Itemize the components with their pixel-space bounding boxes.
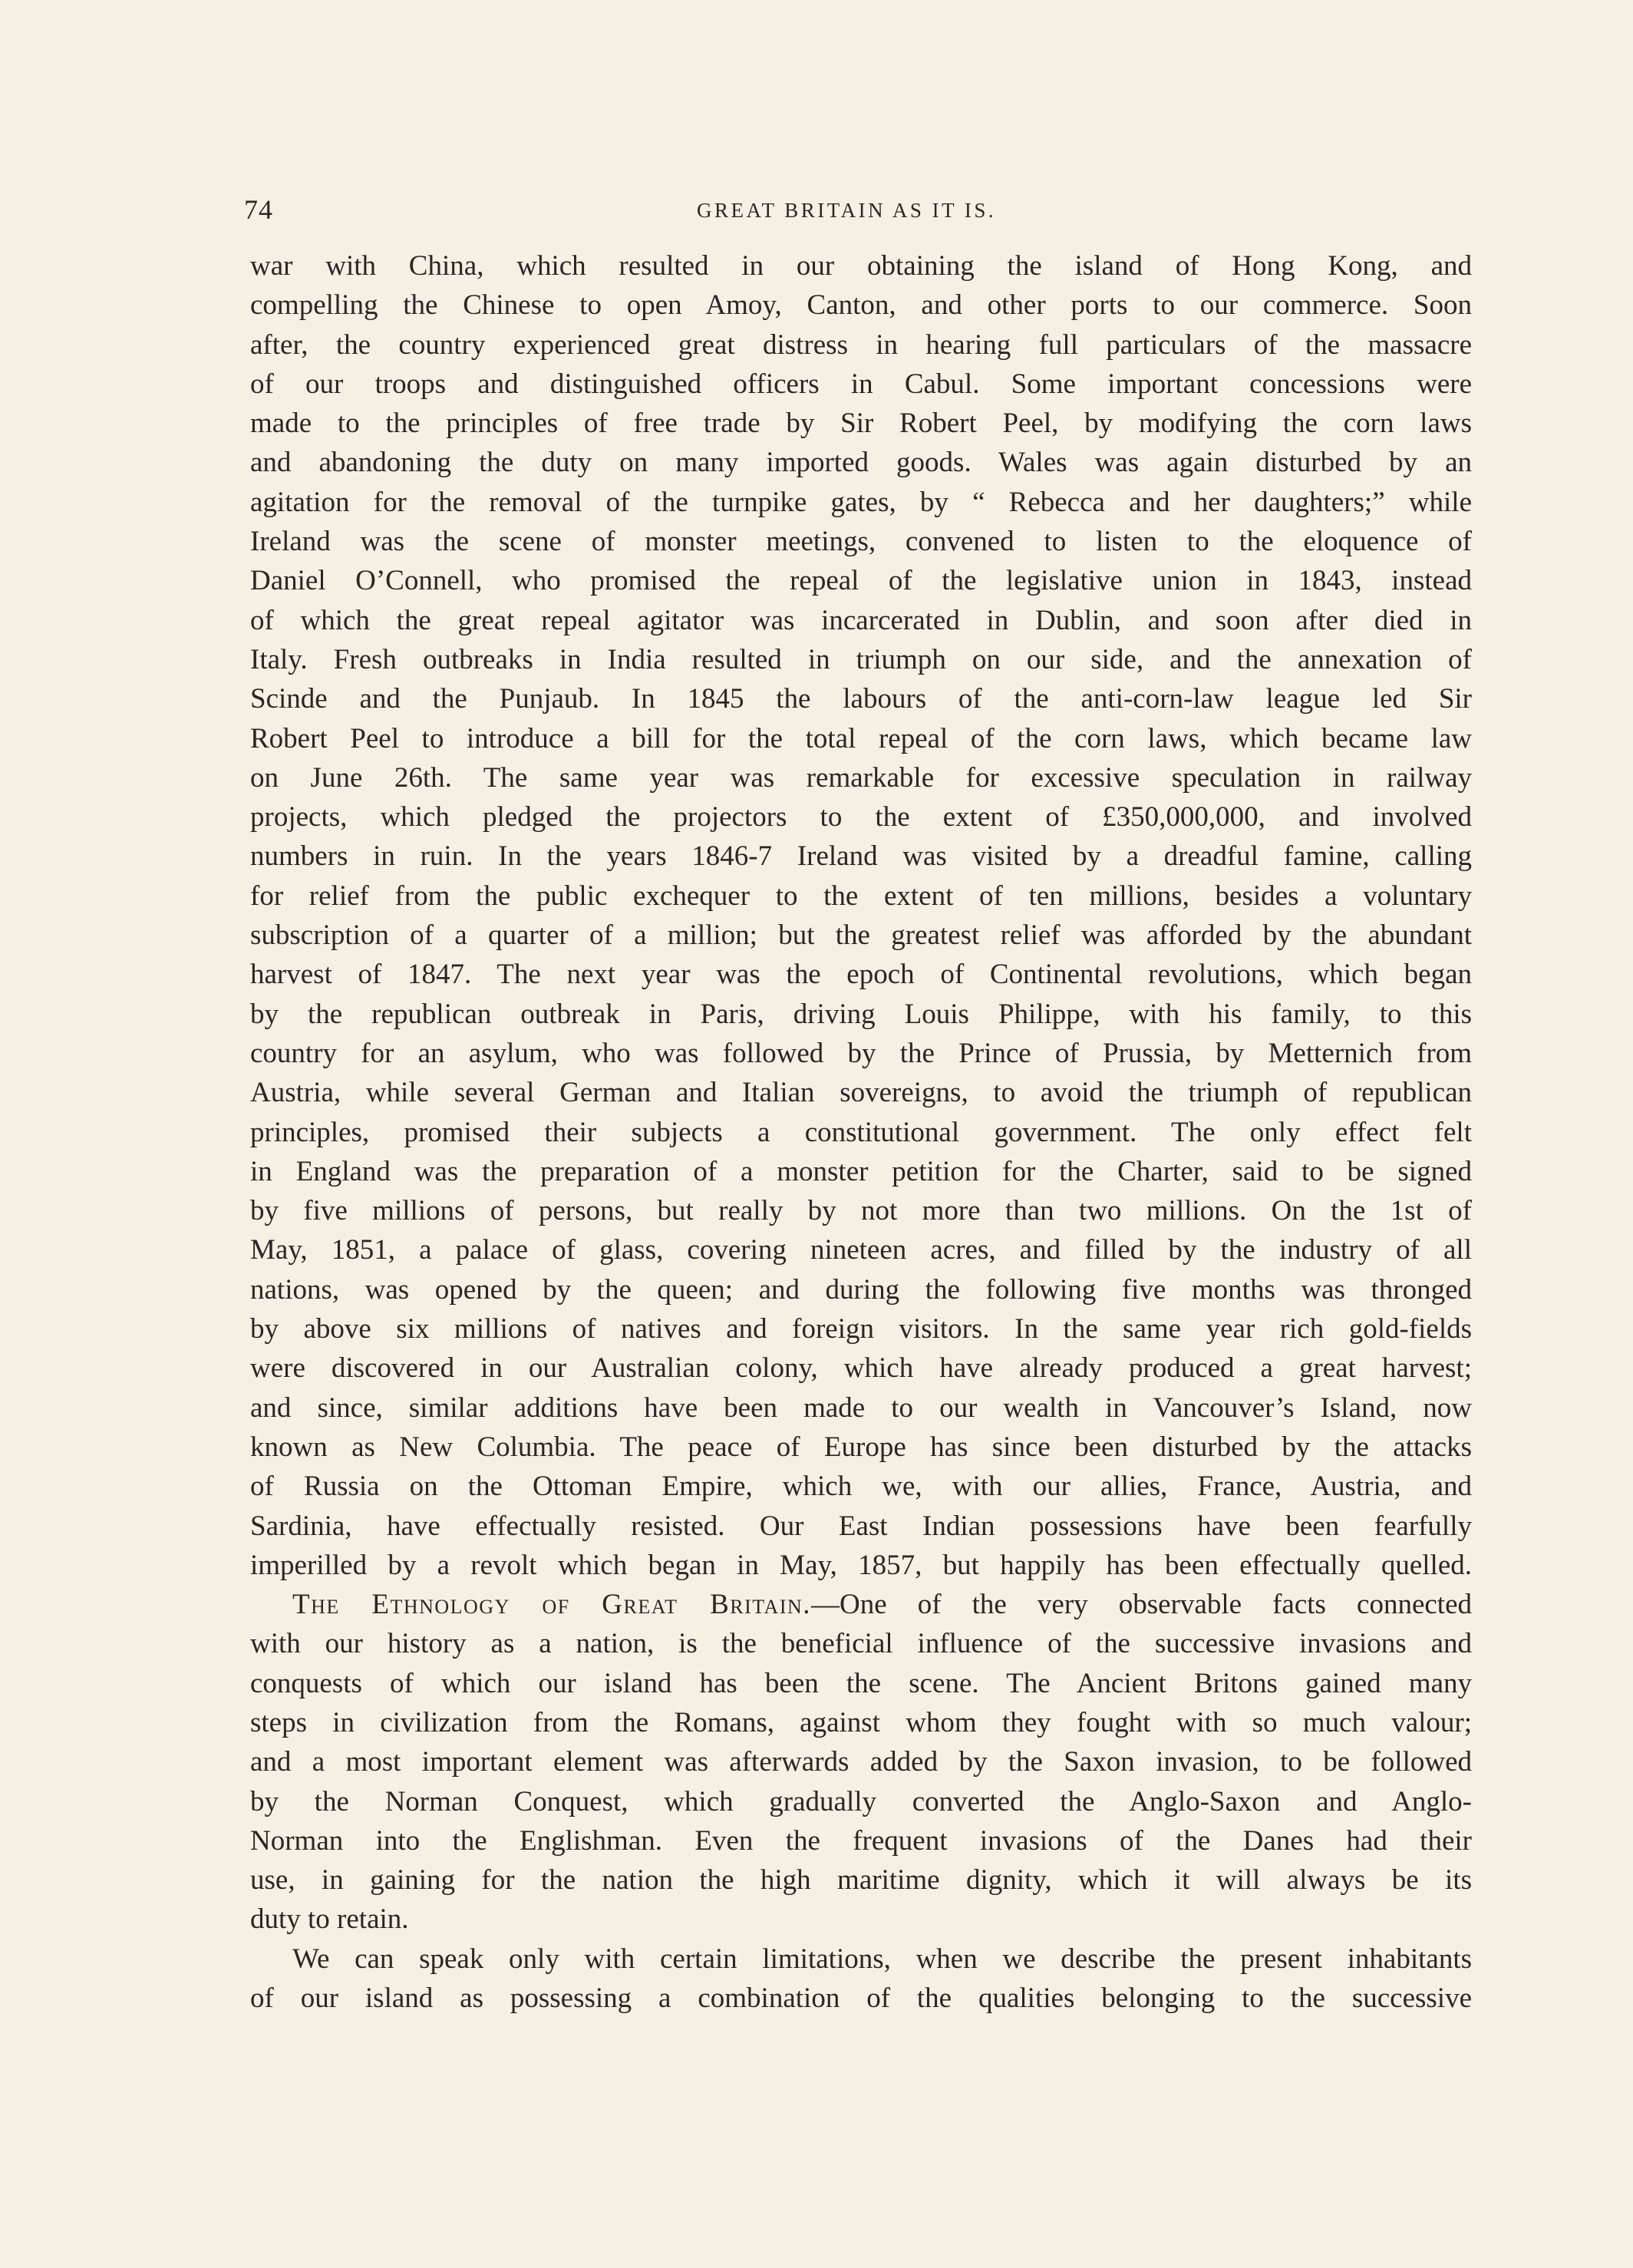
text-line: compelling the Chinese to open Amoy, Canton, and other ports to our commerce. Soon (250, 289, 1472, 322)
text-line: Daniel O’Connell, who promised the repeal of the legislative union in 1843, instead (250, 565, 1472, 597)
page-number: 74 (244, 194, 273, 225)
paragraph-3 (250, 1940, 1472, 2019)
text-line: Scinde and the Punjaub. In 1845 the labours of the anti-corn-law league led Sir (250, 683, 1472, 715)
text-line: of our island as possessing a combination of the qualities belonging to the successive (250, 1982, 1472, 2015)
text-line: We can speak only with certain limitations, when we describe the present inhabitants (292, 1943, 1472, 1975)
text-line: known as New Columbia. The peace of Europe has since been disturbed by the attacks (250, 1431, 1472, 1463)
text-line: use, in gaining for the nation the high maritime dignity, which it will always be its (250, 1864, 1472, 1897)
text-line: in England was the preparation of a monster petition for the Charter, said to be signed (250, 1155, 1472, 1187)
text-line: made to the principles of free trade by Sir Robert Peel, by modifying the corn laws (250, 408, 1472, 440)
body-text (250, 246, 1472, 2018)
text-line: nations, was opened by the queen; and during the following five months was thronged (250, 1273, 1472, 1306)
text-line: and abandoning the duty on many imported goods. Wales was again disturbed by an (250, 447, 1472, 479)
running-title: GREAT BRITAIN AS IT IS. (697, 199, 997, 222)
text-line: agitation for the removal of the turnpike gates, by “ Rebecca and her daughters;” while (250, 486, 1472, 518)
running-head (244, 190, 1472, 229)
text-line: Norman into the Englishman. Even the frequent invasions of the Danes had their (250, 1824, 1472, 1857)
text-line: Robert Peel to introduce a bill for the total repeal of the corn laws, which became law (250, 722, 1472, 754)
text-line: of Russia on the Ottoman Empire, which we, with our allies, France, Austria, and (250, 1471, 1472, 1503)
text-line: principles, promised their subjects a constitutional government. The only effect felt (250, 1116, 1472, 1148)
text-line (250, 1585, 1472, 1624)
text-line: duty to retain. (250, 1903, 409, 1936)
text-line: on June 26th. The same year was remarkable for excessive speculation in railway (250, 761, 1472, 794)
text-line: subscription of a quarter of a million; but the greatest relief was afforded by the abundant (250, 919, 1472, 952)
text-line: and a most important element was afterwards added by the Saxon invasion, to be followed (250, 1746, 1472, 1778)
text-line: Italy. Fresh outbreaks in India resulted in triumph on our side, and the annexation of (250, 643, 1472, 675)
section-heading: The Ethnology of Great Britain. (292, 1589, 812, 1621)
text-line: Austria, while several German and Italian sovereigns, to avoid the triumph of republican (250, 1077, 1472, 1109)
text-line: were discovered in our Australian colony, which have already produced a great harvest; (250, 1352, 1472, 1385)
text-line: harvest of 1847. The next year was the epoch of Continental revolutions, which began (250, 959, 1472, 991)
text-line: war with China, which resulted in our obtaining the island of Hong Kong, and (250, 250, 1472, 282)
text-line: by five millions of persons, but really by not more than two millions. On the 1st of (250, 1195, 1472, 1227)
text-line: by the Norman Conquest, which gradually converted the Anglo-Saxon and Anglo- (250, 1785, 1472, 1817)
text-line: conquests of which our island has been the scene. The Ancient Britons gained many (250, 1667, 1472, 1699)
heading-line-rest: —One of the very observable facts connected (811, 1589, 1472, 1621)
text-line: Sardinia, have effectually resisted. Our East Indian possessions have been fearfully (250, 1510, 1472, 1542)
text-line: with our history as a nation, is the beneficial influence of the successive invasions and (250, 1628, 1472, 1660)
text-line: numbers in ruin. In the years 1846-7 Ireland was visited by a dreadful famine, calling (250, 840, 1472, 873)
text-line: of which the great repeal agitator was incarcerated in Dublin, and soon after died in (250, 604, 1472, 636)
text-line: projects, which pledged the projectors to the extent of £350,000,000, and involved (250, 801, 1472, 834)
text-line: steps in civilization from the Romans, against whom they fought with so much valour; (250, 1706, 1472, 1738)
text-line: and since, similar additions have been made to our wealth in Vancouver’s Island, now (250, 1392, 1472, 1424)
text-line: Ireland was the scene of monster meetings, convened to listen to the eloquence of (250, 526, 1472, 558)
paragraph-2 (250, 1585, 1472, 1940)
text-line: for relief from the public exchequer to the extent of ten millions, besides a voluntary (250, 880, 1472, 912)
text-line: after, the country experienced great distress in hearing full particulars of the massacre (250, 328, 1472, 361)
text-line: by the republican outbreak in Paris, driving Louis Philippe, with his family, to this (250, 998, 1472, 1030)
text-line: country for an asylum, who was followed by the Prince of Prussia, by Metternich from (250, 1037, 1472, 1069)
text-line: by above six millions of natives and foreign visitors. In the same year rich gold-fields (250, 1313, 1472, 1345)
paragraph-1 (250, 246, 1472, 1585)
text-line: May, 1851, a palace of glass, covering nineteen acres, and filled by the industry of all (250, 1234, 1472, 1266)
text-line: of our troops and distinguished officers in Cabul. Some important concessions were (250, 368, 1472, 400)
text-line: imperilled by a revolt which began in May, 1857, but happily has been effectually quelled. (250, 1549, 1472, 1581)
